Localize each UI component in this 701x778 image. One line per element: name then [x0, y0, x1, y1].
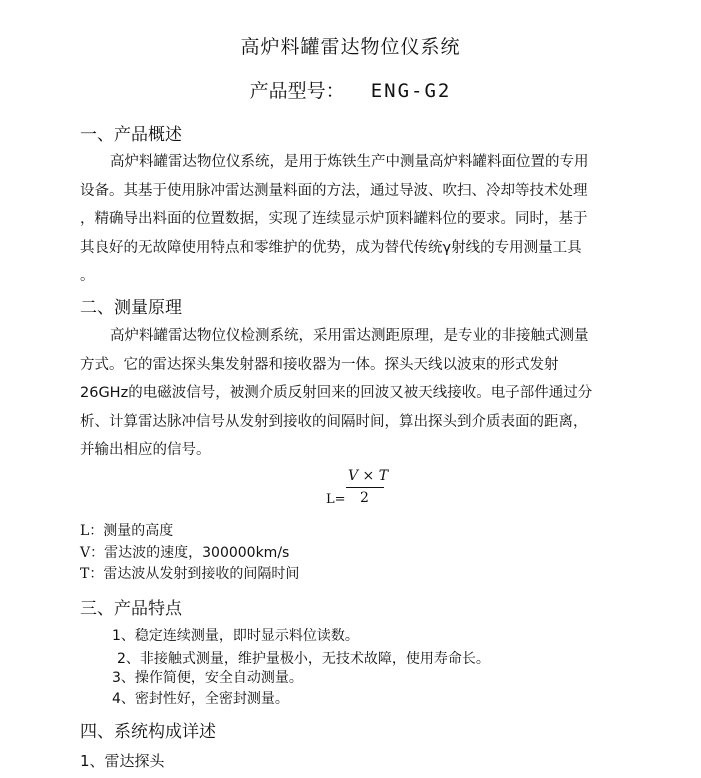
feature-item: 4、密封性好，全密封测量。: [112, 691, 289, 707]
principle-line: 方式。它的雷达探头集发射器和接收器为一体。探头天线以波束的形式发射: [80, 356, 559, 373]
feature-item: 2、非接触式测量，维护量极小，无技术故障，使用寿命长。: [117, 651, 490, 667]
section-heading-features: 三、产品特点: [80, 599, 182, 619]
formula-lhs: L=: [326, 492, 346, 507]
feature-item: 3、操作简便，安全自动测量。: [112, 670, 303, 686]
principle-line: 高炉料罐雷达物位仪检测系统，采用雷达测距原理，是专业的非接触式测量: [110, 328, 589, 344]
product-model: [0, 76, 701, 103]
overview-line: 设备。其基于使用脉冲雷达测量料面的方法，通过导波、吹扫、冷却等技术处理: [80, 182, 588, 199]
composition-subheading: 1、雷达探头: [80, 752, 165, 770]
principle-line: 26GHz的电磁波信号，被测介质反射回来的回波又被天线接收。电子部件通过分: [80, 385, 593, 401]
section-heading-overview: 一、产品概述: [80, 125, 182, 145]
model-label: 产品型号：: [249, 80, 345, 102]
formula-numerator: V × T: [348, 468, 389, 484]
definition-v: V：雷达波的速度，300000km/s: [80, 545, 290, 561]
overview-line: ，精确导出料面的位置数据，实现了连续显示炉顶料罐料位的要求。同时，基于: [80, 211, 588, 227]
document-title: 高炉料罐雷达物位仪系统: [240, 36, 461, 58]
section-heading-principle: 二、测量原理: [80, 298, 182, 318]
overview-line: 高炉料罐雷达物位仪系统，是用于炼铁生产中测量高炉料罐料面位置的专用: [110, 154, 589, 170]
principle-paragraph: [80, 322, 642, 465]
distance-formula: [326, 468, 396, 514]
formula-denominator: 2: [360, 490, 369, 506]
definition-l: L：测量的高度: [80, 523, 174, 539]
overview-paragraph: [80, 148, 642, 291]
fraction-bar: [346, 487, 384, 488]
principle-line: 并输出相应的信号。: [80, 442, 211, 458]
definition-t: T：雷达波从发射到接收的间隔时间: [80, 566, 300, 582]
model-value: ENG-G2: [370, 80, 452, 102]
feature-item: 1、稳定连续测量，即时显示料位读数。: [112, 628, 359, 644]
overview-line: 其良好的无故障使用特点和零维护的优势，成为替代传统γ射线的专用测量工具: [80, 239, 582, 256]
overview-line: 。: [80, 268, 95, 284]
section-heading-composition: 四、系统构成详述: [80, 722, 216, 742]
principle-line: 析、计算雷达脉冲信号从发射到接收的间隔时间，算出探头到介质表面的距离，: [80, 413, 588, 430]
